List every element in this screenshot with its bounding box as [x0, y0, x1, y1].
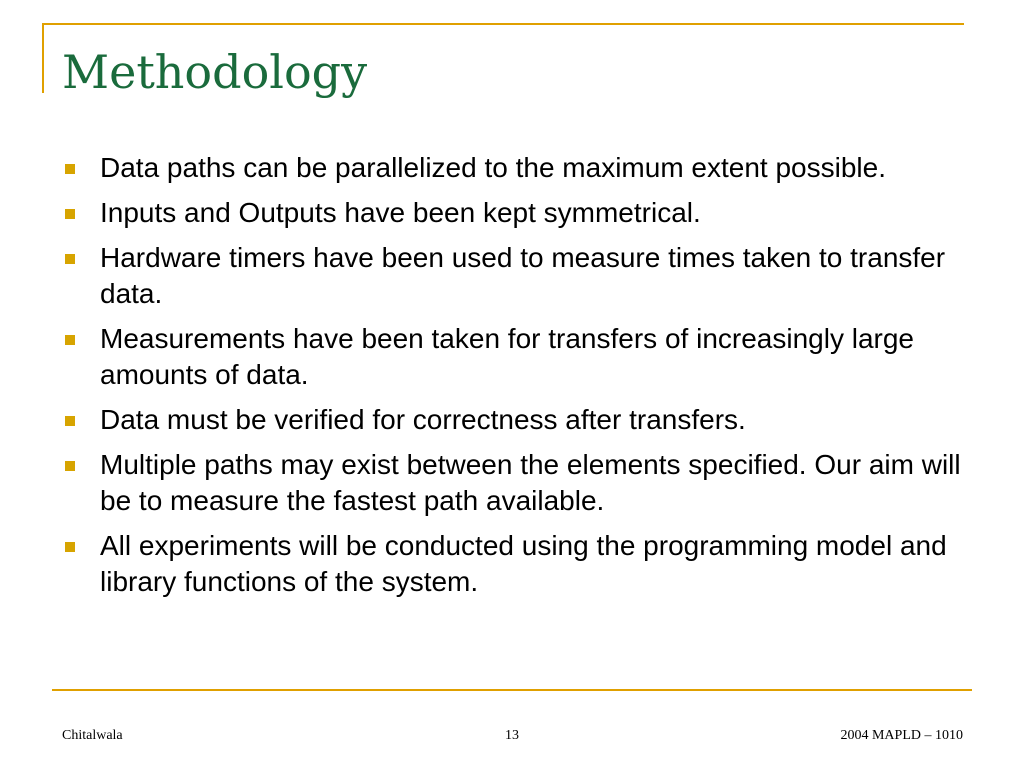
bullet-list	[62, 150, 982, 609]
footer-divider-line	[52, 689, 972, 691]
bullet-text: Hardware timers have been used to measure times taken to transfer data.	[100, 242, 946, 309]
top-border-line	[42, 23, 964, 25]
bullet-text: All experiments will be conducted using the programming model and library functions of the system.	[100, 530, 947, 597]
footer-author: Chitalwala	[62, 728, 123, 743]
bullet-item	[62, 528, 982, 600]
bullet-text: Data must be verified for correctness after transfers.	[100, 404, 746, 435]
slide-title: Methodology	[62, 45, 368, 99]
square-bullet-icon	[65, 209, 75, 219]
footer-page-number: 13	[505, 728, 519, 743]
bullet-item	[62, 150, 982, 186]
square-bullet-icon	[65, 542, 75, 552]
bullet-item	[62, 447, 982, 519]
square-bullet-icon	[65, 461, 75, 471]
square-bullet-icon	[65, 254, 75, 264]
square-bullet-icon	[65, 164, 75, 174]
bullet-text: Multiple paths may exist between the elements specified. Our aim will be to measure the fastest path available.	[100, 449, 961, 516]
bullet-text: Data paths can be parallelized to the maximum extent possible.	[100, 152, 886, 183]
bullet-item	[62, 240, 982, 312]
bullet-item	[62, 402, 982, 438]
bullet-item	[62, 321, 982, 393]
bullet-text: Inputs and Outputs have been kept symmetrical.	[100, 197, 701, 228]
square-bullet-icon	[65, 416, 75, 426]
bullet-item	[62, 195, 982, 231]
bullet-text: Measurements have been taken for transfers of increasingly large amounts of data.	[100, 323, 914, 390]
square-bullet-icon	[65, 335, 75, 345]
footer-conference: 2004 MAPLD – 1010	[840, 728, 963, 743]
left-border-line	[42, 23, 44, 93]
